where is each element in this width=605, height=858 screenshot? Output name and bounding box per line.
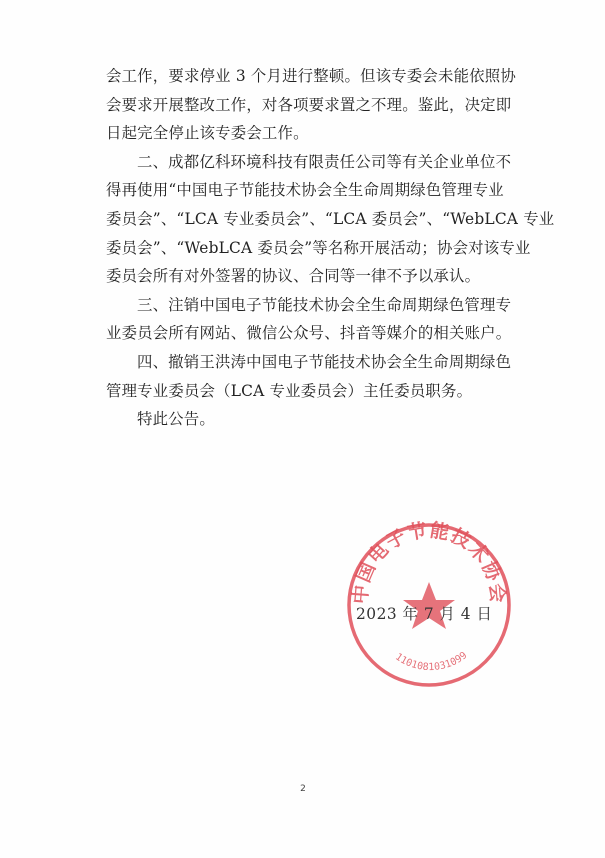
text-line: 日起完全停止该专委会工作。 xyxy=(106,124,309,143)
text-line: 得再使用“中国电子节能技术协会全生命周期绿色管理专业 xyxy=(106,181,504,200)
text-line: 管理专业委员会（LCA 专业委员会）主任委员职务。 xyxy=(106,381,473,400)
text-line: 三、注销中国电子节能技术协会全生命周期绿色管理专 xyxy=(137,295,512,314)
svg-text:中国电子节能技术协会: 中国电子节能技术协会 xyxy=(349,520,509,605)
page-number: 2 xyxy=(300,784,306,794)
body-text xyxy=(106,62,555,434)
text-line: 业委员会所有网站、微信公众号、抖音等媒介的相关账户。 xyxy=(106,324,512,343)
text-line: 委员会所有对外签署的协议、合同等一律不予以承认。 xyxy=(106,267,481,286)
text-line: 会要求开展整改工作，对各项要求置之不理。鉴此，决定即 xyxy=(106,95,512,114)
paragraph-4 xyxy=(106,348,521,405)
text-line: 会工作，要求停业 3 个月进行整顿。但该专委会未能依照协 xyxy=(106,67,516,85)
paragraph-5 xyxy=(106,405,521,434)
text-line: 四、撤销王洪涛中国电子节能技术协会全生命周期绿色 xyxy=(137,352,512,371)
issue-date: 2023 年 7 月 4 日 xyxy=(356,605,493,623)
paragraph-2 xyxy=(106,148,555,291)
text-line: 二、成都亿科环境科技有限责任公司等有关企业单位不 xyxy=(137,152,512,171)
text-line: 委员会”、“WebLCA 委员会”等名称开展活动；协会对该专业 xyxy=(106,238,531,257)
text-line: 委员会”、“LCA 专业委员会”、“LCA 委员会”、“WebLCA 专业 xyxy=(106,209,555,228)
closing-line: 特此公告。 xyxy=(137,410,215,429)
svg-text:1101081031099: 1101081031099 xyxy=(393,650,470,674)
paragraph-3 xyxy=(106,291,521,348)
paragraph-1 xyxy=(106,62,521,148)
